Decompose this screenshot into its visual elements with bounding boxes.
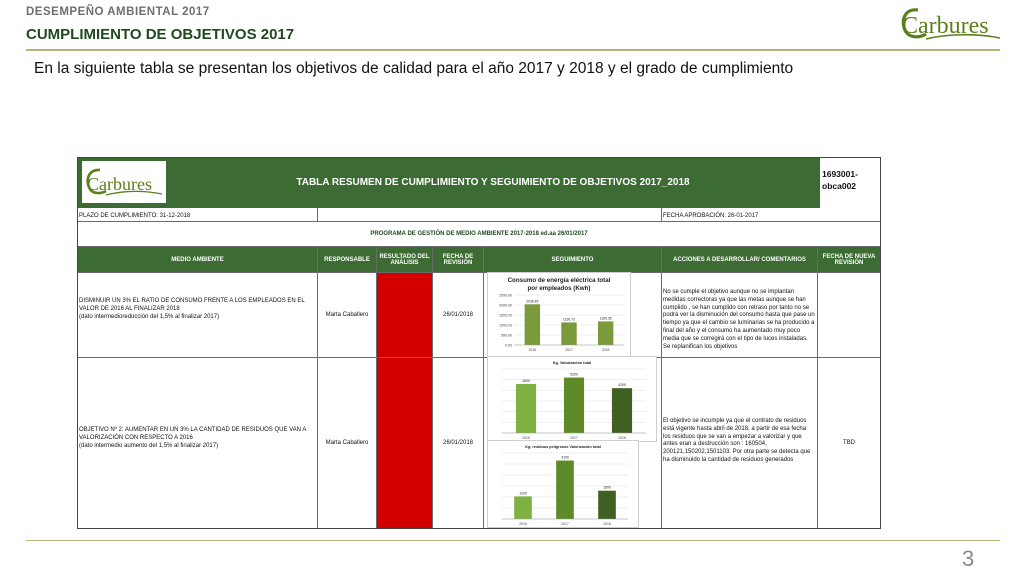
table-title: TABLA RESUMEN DE CUMPLIMIENTO Y SEGUIMIENTO DE OBJETIVOS 2017_2018 bbox=[296, 177, 690, 188]
table-carbures-logo bbox=[82, 161, 166, 203]
chart-bar bbox=[598, 491, 616, 519]
row-1-fecha: 26/01/2018 bbox=[433, 273, 484, 358]
row-2-resultado-indicator bbox=[377, 358, 433, 528]
carbures-logo-text: Carbures bbox=[902, 13, 989, 39]
chart-bar bbox=[514, 496, 532, 519]
chart-x-tick-label: 2018 bbox=[601, 348, 610, 352]
chart-title-line-2: por empleados (Kwh) bbox=[527, 285, 591, 292]
chart-y-tick-label: 1500,00 bbox=[499, 313, 512, 318]
chart-data-label: 1200 bbox=[519, 491, 527, 496]
chart-data-label: 2036,45 bbox=[526, 299, 539, 304]
col-responsable: RESPONSABLE bbox=[318, 247, 377, 273]
header-divider bbox=[26, 49, 1000, 51]
chart-bar bbox=[598, 321, 613, 345]
fecha-aprobacion: FECHA APROBACIÓN: 26-01-2017 bbox=[662, 208, 880, 222]
row-2-comentario: El objetivo se incumple ya que el contrato de residuos está vigente hasta abril de 2018, a partir de esa fecha los residuos que se van a empezar a valorizar y que antes eran a destrucción son : 160504, 200121,150202,1501103. Por otra parte se detecta que ha disminuido la cantidad de residuos generados bbox=[662, 358, 818, 528]
chart-x-tick-label: 2016 bbox=[522, 436, 530, 440]
col-resultado: RESULTADO DEL ANÁLISIS bbox=[377, 247, 433, 273]
chart-x-tick-label: 2017 bbox=[561, 522, 569, 526]
table-row-2-objetivo bbox=[78, 358, 318, 528]
chart-x-tick-label: 2018 bbox=[603, 522, 611, 526]
chart-data-label: 5200 bbox=[570, 372, 578, 377]
row-1-resultado-indicator bbox=[377, 273, 433, 358]
col-fecha-revision: FECHA DE REVISIÓN bbox=[433, 247, 484, 273]
chart-title: Kg. residuos peligrosos Valorización total bbox=[525, 445, 601, 449]
chart-bar bbox=[516, 384, 536, 433]
chart-bar bbox=[556, 461, 574, 519]
chart-y-tick-label: 0,00 bbox=[505, 343, 512, 348]
chart-bar bbox=[525, 304, 540, 345]
row-1-note: (dato intermedioreducción del 1,5% al finalizar 2017) bbox=[79, 314, 220, 320]
row-1-responsable: Marta Caballero bbox=[318, 273, 377, 358]
chart-x-tick-label: 2016 bbox=[528, 348, 537, 352]
row-2-objective-text: OBJETIVO Nº 2: AUMENTAR EN UN 3% LA CANTIDAD DE RESIDUOS QUE VAN A VALORIZACIÓN CON RESPECTO A 2016 bbox=[79, 427, 307, 441]
row-2-fecha: 26/01/2018 bbox=[433, 358, 484, 528]
chart-bar bbox=[612, 388, 632, 433]
chart-data-label: 4200 bbox=[618, 383, 626, 388]
chart-data-label: 3100 bbox=[561, 455, 569, 460]
plazo-cumplimiento: PLAZO DE CUMPLIMIENTO: 31-12-2018 bbox=[78, 208, 318, 222]
row-1-objective-text: DISMINUIR UN 3% EL RATIO DE CONSUMO FRENTE A LOS EMPLEADOS EN EL VALOR DE 2016 AL FINALIZAR 2018 bbox=[79, 298, 305, 312]
intro-text: En la siguiente tabla se presentan los objetivos de calidad para el año 2017 y 2018 y el grado de cumplimiento bbox=[34, 60, 794, 77]
table-logo-text: Carbures bbox=[87, 174, 152, 194]
document-code: 1693001-obca002 bbox=[819, 158, 880, 208]
page-number: 3 bbox=[962, 546, 975, 571]
col-nueva-revision: FECHA DE NUEVA REVISIÓN bbox=[818, 247, 880, 273]
chart-valorizacion-card bbox=[487, 356, 657, 442]
chart-peligrosos bbox=[488, 441, 638, 527]
chart-valorizacion bbox=[488, 357, 656, 441]
chart-bar bbox=[564, 378, 584, 433]
chart-x-tick-label: 2017 bbox=[565, 348, 573, 352]
chart-energy-card bbox=[487, 272, 631, 358]
col-medio-ambiente: MEDIO AMBIENTE bbox=[78, 247, 318, 273]
row-2-nueva-revision: TBD bbox=[843, 440, 855, 446]
row-2-note: (dato intermedio aumento del 1,5% al finalizar 2017) bbox=[79, 443, 219, 449]
chart-x-tick-label: 2016 bbox=[519, 522, 527, 526]
chart-y-tick-label: 1000,00 bbox=[499, 323, 512, 328]
table-header-band bbox=[78, 158, 819, 208]
chart-y-tick-label: 2500,00 bbox=[499, 293, 512, 298]
row-2-responsable: Marta Caballero bbox=[318, 358, 377, 528]
page-title: CUMPLIMIENTO DE OBJETIVOS 2017 bbox=[26, 26, 295, 43]
chart-data-label: 1180,35 bbox=[599, 316, 612, 321]
header-kicker: DESEMPEÑO AMBIENTAL 2017 bbox=[26, 6, 210, 18]
chart-data-label: 4600 bbox=[522, 378, 530, 383]
col-seguimiento: SEGUIMIENTO bbox=[484, 247, 662, 273]
chart-data-label: 1130,72 bbox=[562, 317, 576, 322]
chart-title: Kg. Valorización total bbox=[552, 361, 592, 365]
chart-y-tick-label: 2000,00 bbox=[499, 303, 512, 308]
programa-title: PROGRAMA DE GESTIÓN DE MEDIO AMBIENTE 2017-2018 ed.aa 26/01/2017 bbox=[78, 222, 880, 247]
objectives-table bbox=[77, 157, 881, 529]
table-row-1-objetivo bbox=[78, 273, 318, 358]
chart-bar bbox=[561, 322, 576, 345]
chart-x-tick-label: 2018 bbox=[618, 436, 626, 440]
col-acciones: ACCIONES A DESARROLLAR/ COMENTARIOS bbox=[662, 247, 818, 273]
chart-energy bbox=[488, 273, 630, 357]
chart-x-tick-label: 2017 bbox=[570, 436, 578, 440]
carbures-logo bbox=[896, 0, 1006, 46]
row-1-comentario: No se cumple el objetivo aunque no se implantan medidas correctoras ya que las metas aunque se han cumplido , se han cumplido con retraso por tanto no se podrá ver la disminución del consumo hasta que pase un tiempo ya que el cambio se luminarias se ha producido a final del año y el consumo ha aumentado muy poco media que se corregirá con el tipo de luces instaladas. Se replanifican los objetivos bbox=[662, 273, 818, 358]
chart-y-tick-label: 500,00 bbox=[501, 333, 512, 338]
row-1-nueva-revision bbox=[818, 273, 880, 358]
chart-peligrosos-card bbox=[487, 440, 639, 528]
footer-divider bbox=[26, 540, 1000, 541]
chart-title-line-1: Consumo de energía eléctrica total bbox=[507, 277, 611, 284]
blank-cell bbox=[318, 208, 662, 222]
chart-data-label: 1500 bbox=[603, 485, 611, 490]
